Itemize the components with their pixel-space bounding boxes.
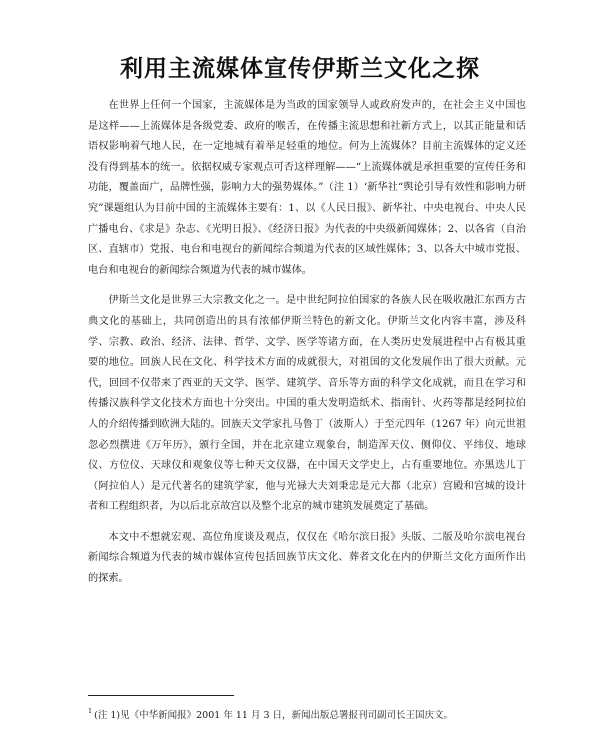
body-paragraph-3: 本文中不想就宏观、高位角度谈及观点，仅仅在《哈尔滨日报》头版、二版及哈尔滨电视台新闻综合频道为代表的城市媒体宣传包括回族节庆文化、葬者文化在内的伊斯兰文化方面所作出的探索。 bbox=[88, 531, 526, 585]
body-paragraph-2: 伊斯兰文化是世界三大宗教文化之一。是中世纪阿拉伯国家的各族人民在吸收融汇东西方古典文化的基础上，共同创造出的具有浓郁伊斯兰特色的新文化。伊斯兰文化内容丰富，涉及科学、宗教、政治、经济、法律、哲学、文学、医学等诸方面，在人类历史发展进程中占有极其重要的地位。回族人民在文化、科学技术方面的成就很大，对祖国的文化发展作出了很大贡献。元代，回回不仅带来了西亚的天文学、医学、建筑学、音乐等方面的科学文化成就，而且在学习和传播汉族科学文化技术方面也十分突出。中国的重大发明造纸术、指南针、火药等都是经阿拉伯人的介绍传播到欧洲大陆的。回族天文学家扎马鲁丁（波斯人）于至元四年（1267 年）向元世祖忽必烈撰进《万年历》，颁行全国，并在北京建立观象台，制造浑天仪、侧仰仪、平纬仪、地球仪、方位仪、天球仪和观象仪等七种天文仪器，在中国天文学史上，占有重要地位。亦黑迭儿丁（阿拉伯人）是元代著名的建筑学家，他与光禄大夫刘秉忠是元大都（北京）宫殿和宫城的设计者和工程组织者，为以后北京故宫以及整个北京的城市建筑发展奠定了基础。 bbox=[88, 295, 526, 513]
footnote-marker: 1 bbox=[88, 707, 93, 715]
document-title: 利用主流媒体宣传伊斯兰文化之探 bbox=[120, 56, 480, 82]
footnote bbox=[88, 704, 528, 723]
body-paragraph-1: 在世界上任何一个国家，主流媒体是为当政的国家领导人或政府发声的，在社会主义中国也是这样——上流媒体是各级党委、政府的喉舌，在传播主流思想和社新方式上，以其正能量和话语权影响着气地人民，在一定地城有着举足轻重的地位。何为上流媒体？目前主流媒体的定义还没有得到基本的统一。依据权威专家观点可否这样理解——“上流媒体就是承担重要的宣传任务和功能，覆盖面广，品牌性强，影响力大的强势媒体。”（注 1）‘新华社“舆论引导有效性和影响力研究”课题组认为目前中国的主流媒体主要有：1、以《人民日报》、新华社、中央电视台、中央人民广播电台、《求是》杂志、《光明日报》、《经济日报》为代表的中央级新闻媒体；2、以各省（自治区、直辖市）党报、电台和电视台的新闻综合频道为代表的区域性媒体；3、以各大中城市党报、电台和电视台的新闻综合频道为代表的城市媒体。 bbox=[88, 100, 526, 276]
footnote-text: (注 1)见《中华新闻报》2001 年 11 月 3 日，新闻出版总署报刊司副司长王国庆文。 bbox=[94, 710, 454, 721]
document-body bbox=[88, 96, 526, 590]
footnote-divider bbox=[88, 695, 234, 696]
